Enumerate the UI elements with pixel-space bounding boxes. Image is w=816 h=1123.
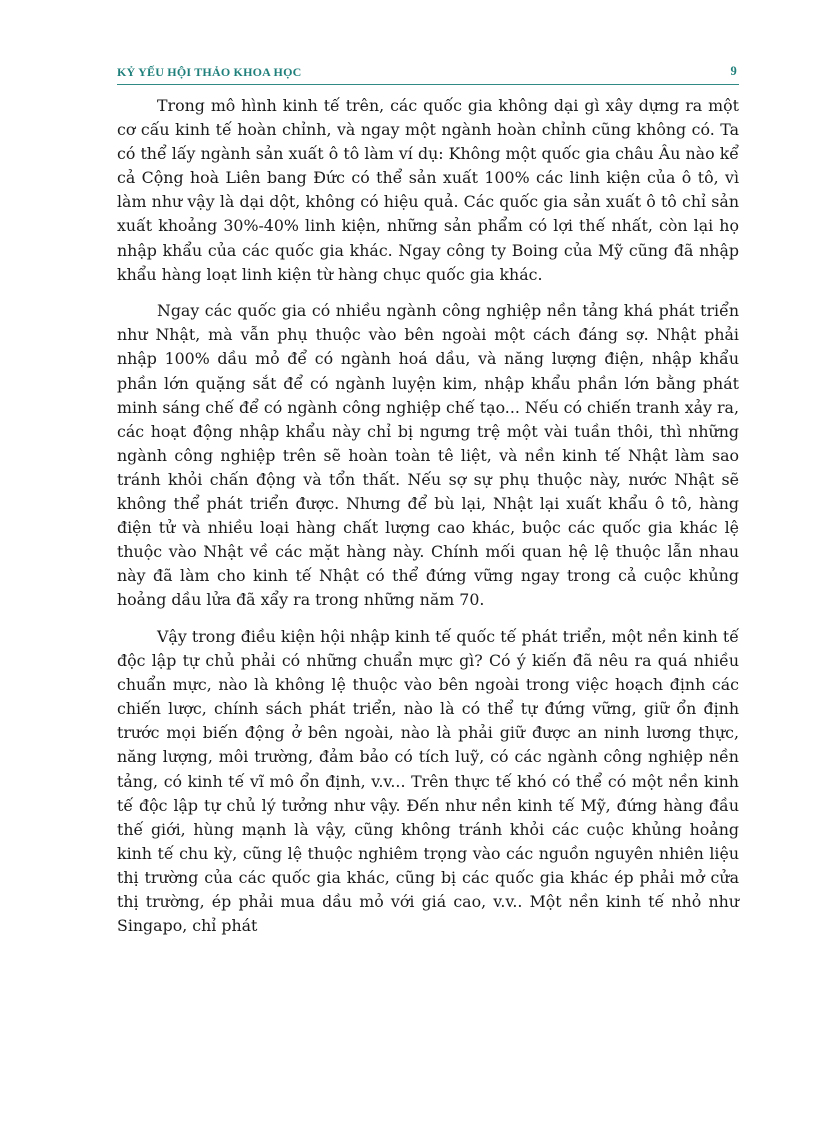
body-text [117, 94, 739, 951]
running-header [117, 60, 739, 85]
paragraph-1: Trong mô hình kinh tế trên, các quốc gia không dại gì xây dựng ra một cơ cấu kinh tế hoàn chỉnh, và ngay một ngành hoàn chỉnh cũng không có. Ta có thể lấy ngành sản xuất ô tô làm ví dụ: Không một quốc gia châu Âu nào kể cả Cộng hoà Liên bang Đức có thể sản xuất 100% các linh kiện của ô tô, vì làm như vậy là dại dột, không có hiệu quả. Các quốc gia sản xuất ô tô chỉ sản xuất khoảng 30%-40% linh kiện, những sản phẩm có lợi thế nhất, còn lại họ nhập khẩu của các quốc gia khác. Ngay công ty Boing của Mỹ cũng đã nhập khẩu hàng loạt linh kiện từ hàng chục quốc gia khác. [117, 96, 739, 284]
paragraph-2: Ngay các quốc gia có nhiều ngành công nghiệp nền tảng khá phát triển như Nhật, mà vẫn phụ thuộc vào bên ngoài một cách đáng sợ. Nhật phải nhập 100% dầu mỏ để có ngành hoá dầu, và năng lượng điện, nhập khẩu phần lớn quặng sắt để có ngành luyện kim, nhập khẩu phần lớn bằng phát minh sáng chế để có ngành công nghiệp chế tạo... Nếu có chiến tranh xảy ra, các hoạt động nhập khẩu này chỉ bị ngưng trệ một vài tuần thôi, thì những ngành công nghiệp trên sẽ hoàn toàn tê liệt, và nền kinh tế Nhật làm sao tránh khỏi chấn động và tổn thất. Nếu sợ sự phụ thuộc này, nước Nhật sẽ không thể phát triển được. Nhưng để bù lại, Nhật lại xuất khẩu ô tô, hàng điện tử và nhiều loại hàng chất lượng cao khác, buộc các quốc gia khác lệ thuộc vào Nhật về các mặt hàng này. Chính mối quan hệ lệ thuộc lẫn nhau này đã làm cho kinh tế Nhật có thể đứng vững ngay trong cả cuộc khủng hoảng dầu lửa đã xẩy ra trong những năm 70. [117, 301, 739, 610]
paragraph-3: Vậy trong điều kiện hội nhập kinh tế quốc tế phát triển, một nền kinh tế độc lập tự chủ phải có những chuẩn mực gì? Có ý kiến đã nêu ra quá nhiều chuẩn mực, nào là không lệ thuộc vào bên ngoài trong việc hoạch định các chiến lược, chính sách phát triển, nào là có thể tự đứng vững, giữ ổn định trước mọi biến động ở bên ngoài, nào là phải giữ được an ninh lương thực, năng lượng, môi trường, đảm bảo có tích luỹ, có các ngành công nghiệp nền tảng, có kinh tế vĩ mô ổn định, v.v... Trên thực tế khó có thể có một nền kinh tế độc lập tự chủ lý tưởng như vậy. Đến như nền kinh tế Mỹ, đứng hàng đầu thế giới, hùng mạnh là vậy, cũng không tránh khỏi các cuộc khủng hoảng kinh tế chu kỳ, cũng lệ thuộc nghiêm trọng vào các nguồn nguyên nhiên liệu thị trường của các quốc gia khác, cũng bị các quốc gia khác ép phải mở cửa thị trường, ép phải mua dầu mỏ với giá cao, v.v.. Một nền kinh tế nhỏ như Singapo, chỉ phát [117, 626, 739, 936]
page-number: 9 [730, 64, 737, 78]
header-title: KỶ YẾU HỘI THẢO KHOA HỌC [117, 65, 302, 79]
